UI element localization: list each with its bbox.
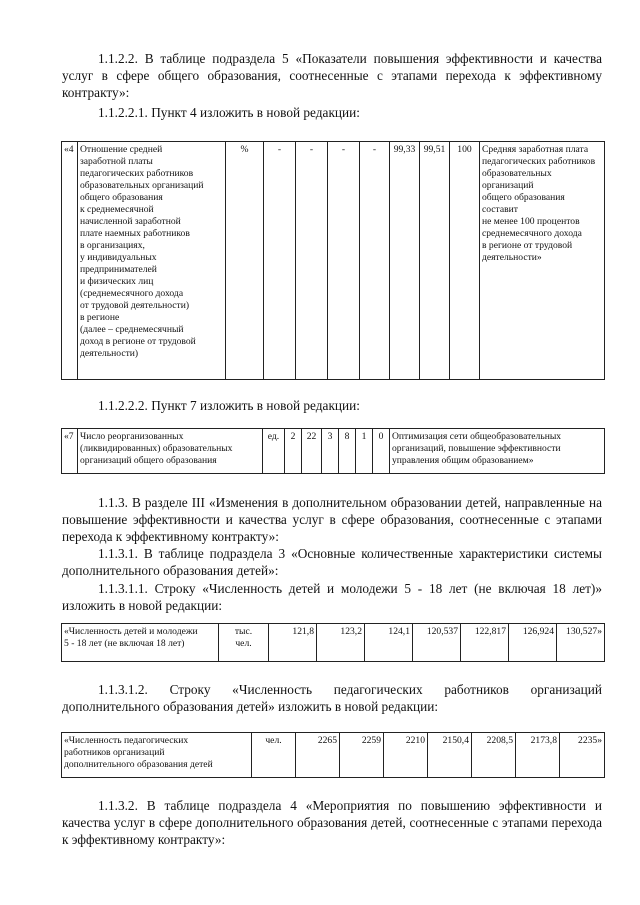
- value-cell: 2173,8: [516, 733, 560, 778]
- row-number: «4: [62, 142, 78, 380]
- value-cell: 0: [373, 429, 390, 474]
- indicator-name: «Численность педагогических работников организаций дополнительного образования детей: [62, 733, 252, 778]
- table-row: [62, 733, 605, 778]
- value-cell: 123,2: [317, 624, 365, 662]
- value-cell: -: [296, 142, 328, 380]
- value-cell: 2235»: [560, 733, 605, 778]
- value-cell: 99,51: [420, 142, 450, 380]
- unit: тыс. чел.: [219, 624, 269, 662]
- value-cell: 126,924: [509, 624, 557, 662]
- paragraph-1-1-2-2-2: 1.1.2.2.2. Пункт 7 изложить в новой редакции:: [98, 398, 360, 413]
- unit: %: [226, 142, 264, 380]
- value-cell: 2: [285, 429, 302, 474]
- table-row: [62, 142, 605, 380]
- indicator-name: Отношение средней заработной платы педагогических работников образовательных организаций общего образования к среднемесячной начисленной заработной плате наемных работников в организациях, у индивидуальных предпринимателей и физических лиц (среднемесячного дохода от трудовой деятельности) в регионе (далее – среднемесячный доход в регионе от трудовой деятельности): [78, 142, 226, 380]
- paragraph-1-1-3-1-2-line2: дополнительного образования детей» изложить в новой редакции:: [62, 699, 439, 714]
- paragraph-1-1-3-1-2-line1: 1.1.3.1.2. Строку «Численность педагогических работников организаций: [98, 682, 602, 697]
- value-cell: 100: [450, 142, 480, 380]
- value-cell: 3: [322, 429, 339, 474]
- value-cell: 99,33: [390, 142, 420, 380]
- value-cell: -: [328, 142, 360, 380]
- value-cell: 2259: [340, 733, 384, 778]
- value-cell: 121,8: [269, 624, 317, 662]
- indicator-name: Число реорганизованных (ликвидированных) образовательных организаций общего образования: [78, 429, 263, 474]
- value-cell: 124,1: [365, 624, 413, 662]
- unit: ед.: [263, 429, 285, 474]
- paragraph-1-1-3: 1.1.3. В разделе III «Изменения в дополнительном образовании детей, направленные на повышение эффективности и качества услуг в сфере образования, соотнесенные с этапами перехода к эффективному контракту»:: [62, 495, 602, 544]
- note-cell: Средняя заработная плата педагогических работников образовательных организаций общего образования составит не менее 100 процентов среднемесячного дохода в регионе от трудовой деятельности»: [480, 142, 605, 380]
- paragraph-1-1-3-2: 1.1.3.2. В таблице подраздела 4 «Мероприятия по повышению эффективности и качества услуг в сфере дополнительного образования детей, соотнесенные с этапами перехода к эффективному контракту»:: [62, 798, 602, 847]
- value-cell: 8: [339, 429, 356, 474]
- value-cell: 2210: [384, 733, 428, 778]
- note-cell: Оптимизация сети общеобразовательных организаций, повышение эффективности управления общим образованием»: [390, 429, 605, 474]
- value-cell: 2208,5: [472, 733, 516, 778]
- unit: чел.: [252, 733, 296, 778]
- value-cell: 120,537: [413, 624, 461, 662]
- value-cell: 1: [356, 429, 373, 474]
- value-cell: 130,527»: [557, 624, 605, 662]
- value-cell: -: [264, 142, 296, 380]
- table-row: [62, 624, 605, 662]
- table-item-7: [61, 428, 605, 474]
- indicator-name: «Численность детей и молодежи 5 - 18 лет (не включая 18 лет): [62, 624, 219, 662]
- paragraph-1-1-3-1-1: 1.1.3.1.1. Строку «Численность детей и молодежи 5 - 18 лет (не включая 18 лет)» изложить в новой редакции:: [62, 581, 602, 613]
- paragraph-1-1-3-1: 1.1.3.1. В таблице подраздела 3 «Основные количественные характеристики системы дополнительного образования детей»:: [62, 546, 602, 578]
- value-cell: -: [360, 142, 390, 380]
- table-teachers-count: [61, 732, 605, 778]
- paragraph-1-1-2-2: 1.1.2.2. В таблице подраздела 5 «Показатели повышения эффективности и качества услуг в сфере общего образования, соотнесенные с этапами перехода к эффективному контракту»:: [62, 51, 602, 100]
- table-row: [62, 429, 605, 474]
- value-cell: 122,817: [461, 624, 509, 662]
- value-cell: 22: [302, 429, 322, 474]
- table-item-4: [61, 141, 605, 380]
- paragraph-1-1-2-2-1: 1.1.2.2.1. Пункт 4 изложить в новой редакции:: [98, 105, 360, 120]
- row-number: «7: [62, 429, 78, 474]
- table-children-count: [61, 623, 605, 662]
- value-cell: 2150,4: [428, 733, 472, 778]
- value-cell: 2265: [296, 733, 340, 778]
